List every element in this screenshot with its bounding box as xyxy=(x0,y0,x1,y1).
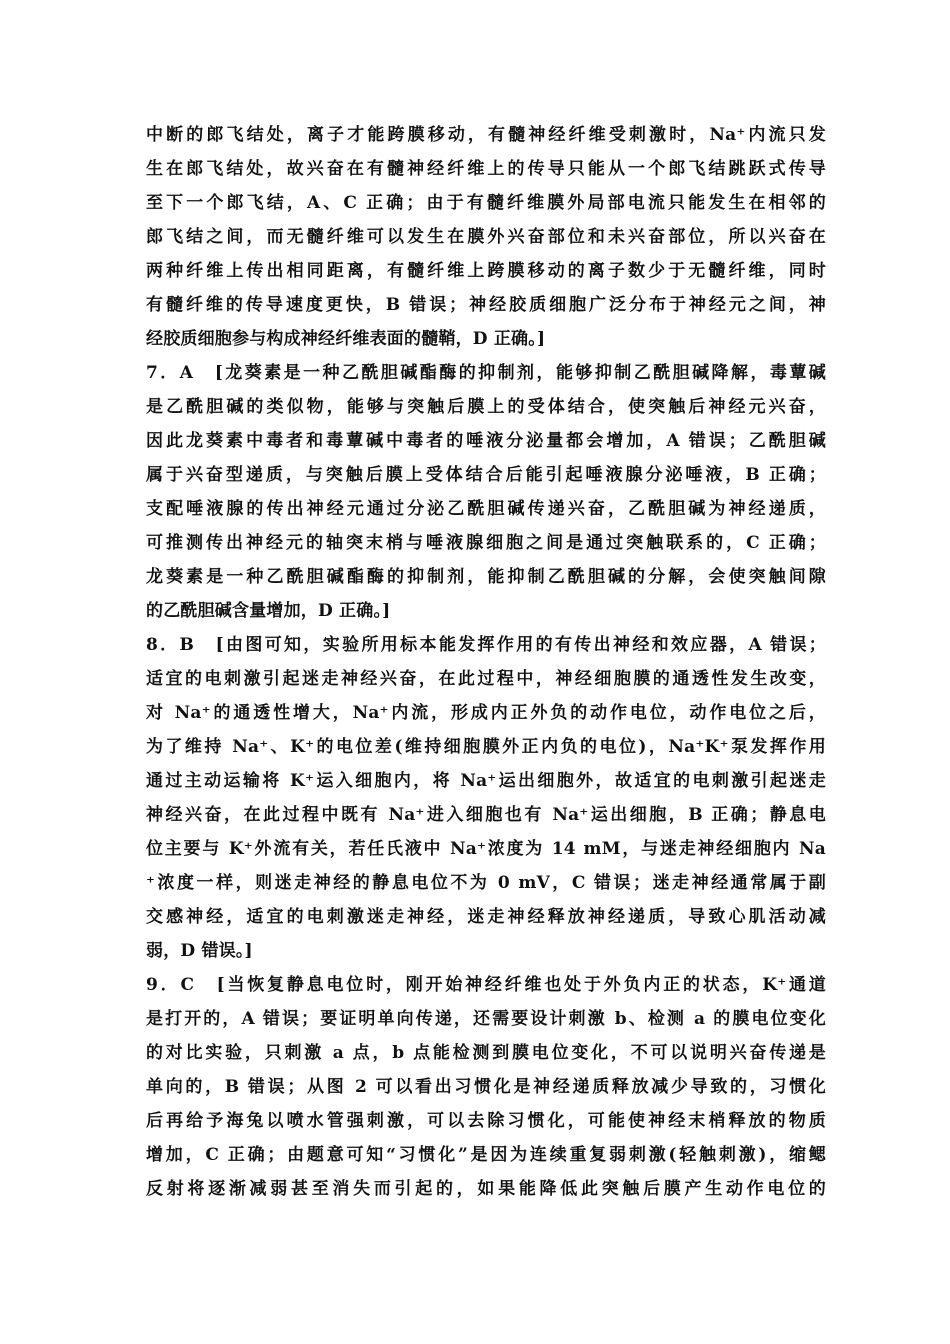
text-line: 适宜的电刺激引起迷走神经兴奋，在此过程中，神经细胞膜的通透性发生改变， xyxy=(146,669,826,689)
answer-7-line: 7．A [龙葵素是一种乙酰胆碱酯酶的抑制剂，能够抑制乙酰胆碱降解，毒蕈碱 xyxy=(146,363,826,383)
text-line: 龙葵素是一种乙酰胆碱酯酶的抑制剂，能抑制乙酰胆碱的分解，会使突触间隙 xyxy=(146,567,826,587)
text-line: 反射将逐渐减弱甚至消失而引起的，如果能降低此突触后膜产生动作电位的 xyxy=(146,1179,826,1199)
text-line: 是乙酰胆碱的类似物，能够与突触后膜上的受体结合，使突触后神经元兴奋， xyxy=(146,397,826,417)
text-line: 有髓纤维的传导速度更快，B 错误；神经胶质细胞广泛分布于神经元之间，神 xyxy=(146,295,826,315)
text-line: 可推测传出神经元的轴突末梢与唾液腺细胞之间是通过突触联系的，C 正确； xyxy=(146,533,826,553)
text-line: 为了维持 Na⁺、K⁺的电位差(维持细胞膜外正内负的电位)，Na⁺K⁺泵发挥作用 xyxy=(146,737,826,757)
text-line: 是打开的，A 错误；要证明单向传递，还需要设计刺激 b、检测 a 的膜电位变化 xyxy=(146,1009,826,1029)
text-line: 因此龙葵素中毒者和毒蕈碱中毒者的唾液分泌量都会增加，A 错误；乙酰胆碱 xyxy=(146,431,826,451)
text-line: 神经兴奋，在此过程中既有 Na⁺进入细胞也有 Na⁺运出细胞，B 正确；静息电 xyxy=(146,805,826,825)
answer-9-line: 9．C [当恢复静息电位时，刚开始神经纤维也处于外负内正的状态，K⁺通道 xyxy=(146,975,826,995)
text-line: 至下一个郎飞结，A、C 正确；由于有髓纤维膜外局部电流只能发生在相邻的 xyxy=(146,193,826,213)
text-line: 属于兴奋型递质，与突触后膜上受体结合后能引起唾液腺分泌唾液，B 正确； xyxy=(146,465,826,485)
text-line: 支配唾液腺的传出神经元通过分泌乙酰胆碱传递兴奋，乙酰胆碱为神经递质， xyxy=(146,499,826,519)
text-line: 对 Na⁺的通透性增大，Na⁺内流，形成内正外负的动作电位，动作电位之后， xyxy=(146,703,826,723)
text-line: 生在郎飞结处，故兴奋在有髓神经纤维上的传导只能从一个郎飞结跳跃式传导 xyxy=(146,159,826,179)
text-line: 弱，D 错误。] xyxy=(146,941,253,961)
text-line: 位主要与 K⁺外流有关，若任氏液中 Na⁺浓度为 14 mM，与迷走神经细胞内 Na xyxy=(146,839,826,859)
text-line: 的对比实验，只刺激 a 点，b 点能检测到膜电位变化，不可以说明兴奋传递是 xyxy=(146,1043,826,1063)
text-line: 两种纤维上传出相同距离，有髓纤维上跨膜移动的离子数少于无髓纤维，同时 xyxy=(146,261,826,281)
text-line: 郎飞结之间，而无髓纤维可以发生在膜外兴奋部位和未兴奋部位，所以兴奋在 xyxy=(146,227,826,247)
text-line: 的乙酰胆碱含量增加，D 正确。] xyxy=(146,601,391,621)
text-line: 单向的，B 错误；从图 2 可以看出习惯化是神经递质释放减少导致的，习惯化 xyxy=(146,1077,826,1097)
text-line: 中断的郎飞结处，离子才能跨膜移动，有髓神经纤维受刺激时，Na⁺内流只发 xyxy=(146,125,826,145)
answer-8-line: 8．B [由图可知，实验所用标本能发挥作用的有传出神经和效应器，A 错误； xyxy=(146,635,826,655)
text-line: 交感神经，适宜的电刺激迷走神经，迷走神经释放神经递质，导致心肌活动减 xyxy=(146,907,826,927)
text-line: 经胶质细胞参与构成神经纤维表面的髓鞘，D 正确。] xyxy=(146,329,546,349)
text-line: 增加，C 正确；由题意可知“习惯化”是因为连续重复弱刺激(轻触刺激)，缩鳃 xyxy=(146,1145,826,1165)
text-line: ⁺浓度一样，则迷走神经的静息电位不为 0 mV，C 错误；迷走神经通常属于副 xyxy=(146,873,826,893)
text-line: 后再给予海兔以喷水管强刺激，可以去除习惯化，可能使神经末梢释放的物质 xyxy=(146,1111,826,1131)
text-line: 通过主动运输将 K⁺运入细胞内，将 Na⁺运出细胞外，故适宜的电刺激引起迷走 xyxy=(146,771,826,791)
